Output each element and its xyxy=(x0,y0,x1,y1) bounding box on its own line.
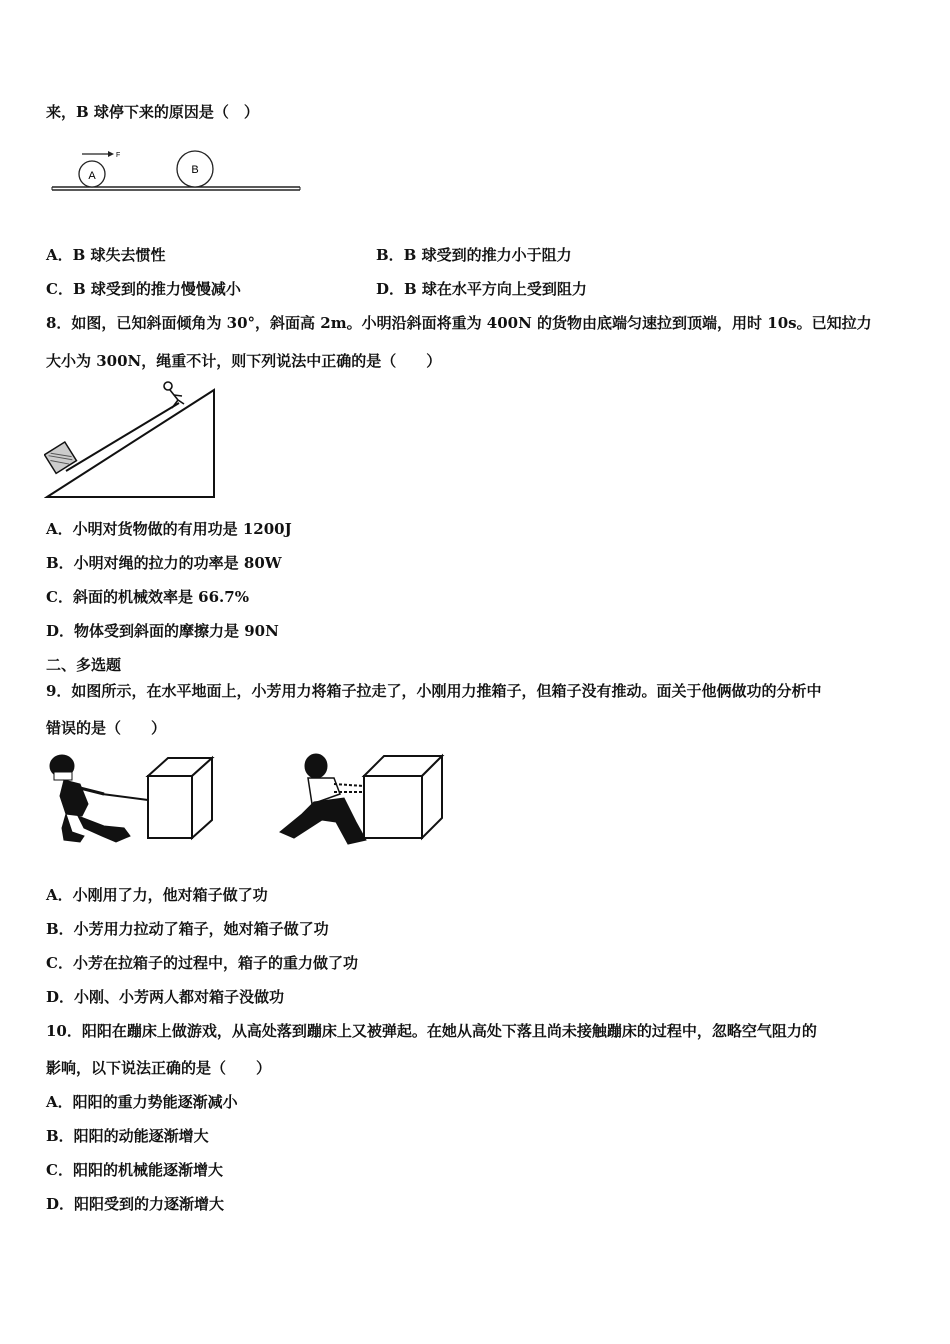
q10-option-c: C．阳阳的机械能逐渐增大 xyxy=(46,1161,223,1179)
q10-option-d: D．阳阳受到的力逐渐增大 xyxy=(46,1195,225,1213)
q9-option-c: C．小芳在拉箱子的过程中，箱子的重力做了功 xyxy=(46,954,358,972)
q8-option-c: C．斜面的机械效率是 66.7% xyxy=(46,588,249,606)
q8-option-b: B．小明对绳的拉力的功率是 80W xyxy=(46,554,282,572)
q9-boxes-figure xyxy=(44,748,449,853)
q8-stem-line1: 8．如图，已知斜面倾角为 30°，斜面高 2m。小明沿斜面将重为 400N 的货物由底端匀速拉到顶端，用时 10s。已知拉力 xyxy=(46,314,872,332)
q9-option-a: A．小刚用了力，他对箱子做了功 xyxy=(46,886,268,904)
ball-b xyxy=(177,151,213,187)
ball-b-label: B xyxy=(191,164,199,176)
q8-option-d: D．物体受到斜面的摩擦力是 90N xyxy=(46,622,279,640)
q7-balls-figure xyxy=(50,140,305,200)
q9-stem-line2: 错误的是（ ） xyxy=(46,719,167,737)
q8-option-a: A．小明对货物做的有用功是 1200J xyxy=(46,520,292,538)
ball-a xyxy=(79,161,105,187)
person-pulling xyxy=(164,382,184,408)
q8-incline-figure xyxy=(44,378,219,502)
q7-option-b: B．B 球受到的推力小于阻力 xyxy=(376,246,572,264)
q9-stem-line1: 9．如图所示，在水平地面上，小芳用力将箱子拉走了，小刚用力推箱子，但箱子没有推动。面关于他俩做功的分析中 xyxy=(46,682,822,700)
girl-pulling-box xyxy=(50,755,212,842)
q10-option-a: A．阳阳的重力势能逐渐减小 xyxy=(46,1093,238,1111)
q7-option-c: C．B 球受到的推力慢慢减小 xyxy=(46,280,241,298)
q9-option-b: B．小芳用力拉动了箱子，她对箱子做了功 xyxy=(46,920,329,938)
q10-stem-line2: 影响，以下说法正确的是（ ） xyxy=(46,1059,272,1077)
q7-stem-tail: 来，B 球停下来的原因是（ ） xyxy=(46,103,259,121)
box-left xyxy=(148,758,212,838)
section2-title: 二、多选题 xyxy=(46,656,122,674)
box-right xyxy=(364,756,442,838)
arrow-label: F xyxy=(116,152,121,159)
q9-option-d: D．小刚、小芳两人都对箱子没做功 xyxy=(46,988,285,1006)
q10-option-b: B．阳阳的动能逐渐增大 xyxy=(46,1127,209,1145)
push-arrow xyxy=(82,151,120,159)
q10-stem-line1: 10．阳阳在蹦床上做游戏，从高处落到蹦床上又被弹起。在她从高处下落且尚未接触蹦床的过程中，忽略空气阻力的 xyxy=(46,1022,817,1040)
ball-a-label: A xyxy=(88,170,96,182)
q7-option-d: D．B 球在水平方向上受到阻力 xyxy=(376,280,587,298)
q7-option-a: A．B 球失去惯性 xyxy=(46,246,166,264)
boy-pushing-box xyxy=(280,754,442,844)
q8-stem-line2: 大小为 300N，绳重不计，则下列说法中正确的是（ ） xyxy=(46,352,442,370)
